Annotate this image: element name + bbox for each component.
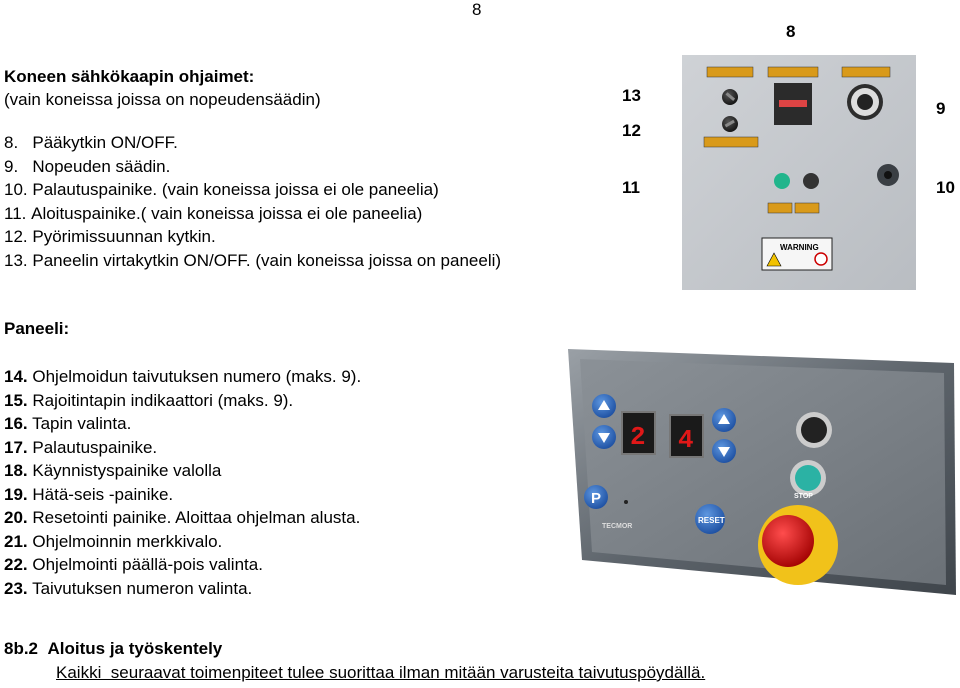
stop-label: STOP: [794, 493, 813, 500]
list-item: 19. Hätä-seis -painike.: [4, 484, 174, 504]
list-item: 22. Ohjelmointi päällä-pois valinta.: [4, 555, 263, 574]
panel-heading: Paneeli:: [4, 319, 70, 338]
program-button-label: P: [591, 490, 602, 507]
start-button-icon: [774, 173, 790, 189]
list-item: 12. Pyörimissuunnan kytkin.: [4, 227, 216, 246]
warning-label: WARNING: [780, 243, 819, 252]
list-item: 9. Nopeuden säädin.: [4, 156, 171, 176]
list-item: 14. Ohjelmoidun taivutuksen numero (maks. 9).: [4, 367, 362, 386]
callout-13: 13: [622, 86, 641, 105]
reset-button-label: RESET: [698, 516, 725, 525]
section-note: Kaikki seuraavat toimenpiteet tulee suorittaa ilman mitään varusteita taivutuspöydällä.: [56, 663, 706, 682]
section-number: 8b.2: [4, 639, 39, 658]
cabinet-list: [4, 131, 501, 272]
pin-indicator-display: 4: [678, 425, 694, 455]
brand-logo: TECMOR: [602, 523, 633, 530]
callout-11: 11: [622, 178, 640, 197]
list-item: 18. Käynnistyspainike valolla: [4, 461, 222, 480]
cabinet-heading: Koneen sähkökaapin ohjaimet:: [4, 67, 255, 86]
bend-number-display: 2: [630, 422, 646, 452]
reset-button-icon: [803, 173, 819, 189]
list-item: 8. Pääkytkin ON/OFF.: [4, 133, 178, 152]
panel-list: [4, 365, 361, 600]
list-item: 21. Ohjelmoinnin merkkivalo.: [4, 531, 223, 551]
callout-8: 8: [786, 22, 796, 41]
list-item: 20. Resetointi painike. Aloittaa ohjelman alusta.: [4, 508, 361, 527]
program-led-icon: [624, 500, 628, 504]
section-title: Aloitus ja työskentely: [47, 639, 223, 658]
page-number: 8: [472, 0, 482, 19]
return-button-icon: [801, 417, 827, 443]
callout-12: 12: [622, 121, 641, 140]
callout-9: 9: [936, 99, 946, 118]
control-panel-image: [562, 345, 960, 610]
start-button-icon: [795, 465, 821, 491]
section-heading: [4, 639, 222, 659]
cabinet-subheading: (vain koneissa joissa on nopeudensäädin): [4, 90, 321, 109]
list-item: 15. Rajoitintapin indikaattori (maks. 9).: [4, 390, 294, 410]
list-item: 17. Palautuspainike.: [4, 437, 158, 457]
emergency-stop-icon: [762, 515, 814, 567]
list-item: 11. Aloituspainike.( vain koneissa joissa ei ole paneelia): [4, 203, 423, 223]
list-item: 13. Paneelin virtakytkin ON/OFF. (vain koneissa joissa on paneeli): [4, 250, 502, 270]
callout-10: 10: [936, 178, 955, 197]
list-item: 16. Tapin valinta.: [4, 414, 132, 433]
list-item: 10. Palautuspainike. (vain koneissa joissa ei ole paneelia): [4, 180, 439, 199]
list-item: 23. Taivutuksen numeron valinta.: [4, 578, 253, 598]
cabinet-panel-image: [682, 55, 916, 290]
